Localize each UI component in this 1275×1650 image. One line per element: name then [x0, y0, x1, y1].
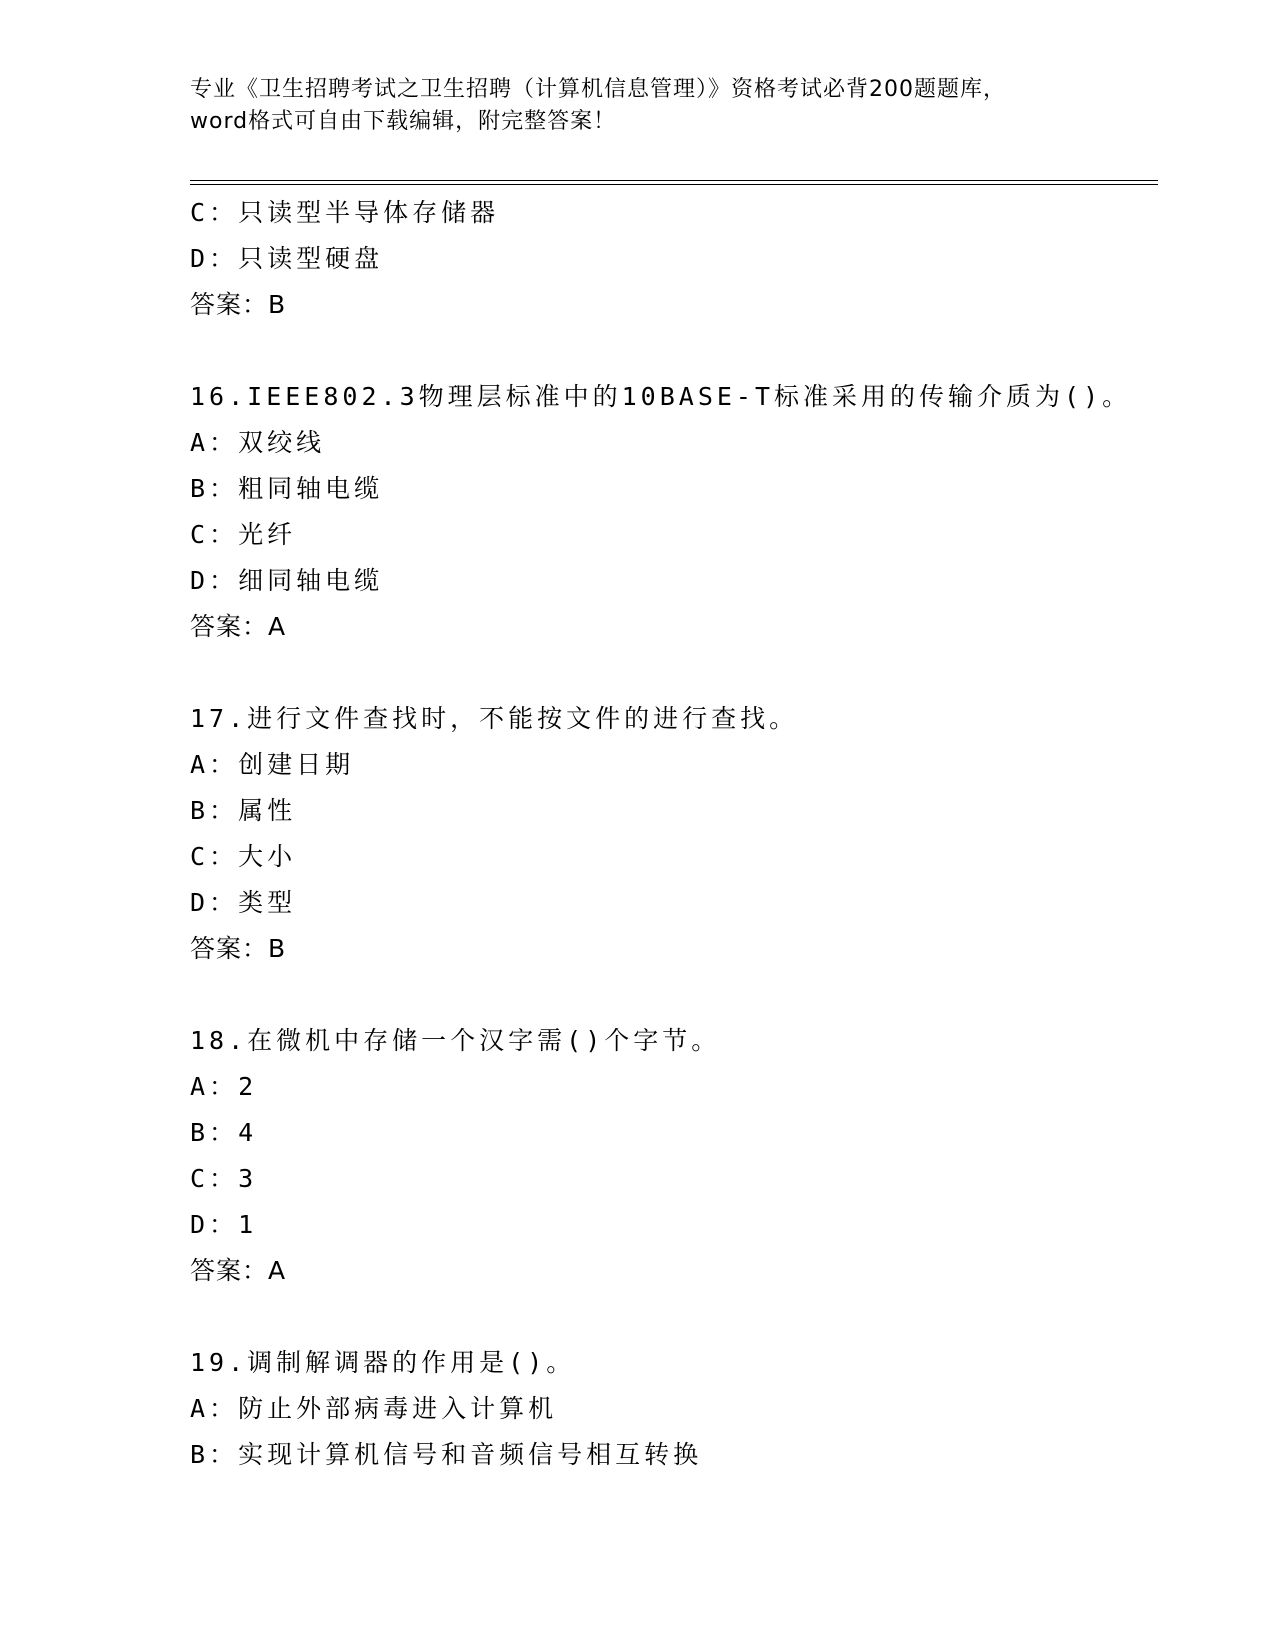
header-rule-top	[190, 180, 1158, 181]
answer-line: 答案：A	[190, 612, 287, 641]
option-letter: C：	[190, 1164, 239, 1193]
option-text: 双绞线	[238, 428, 326, 457]
option-letter: C：	[190, 842, 239, 871]
question-16	[190, 374, 1158, 650]
option-c	[190, 1156, 1158, 1202]
question-spacer	[190, 1294, 1158, 1340]
header-line-2: word格式可自由下载编辑，附完整答案！	[190, 109, 617, 134]
option-letter: B：	[190, 1118, 239, 1147]
question-spacer	[190, 972, 1158, 1018]
option-text: 类型	[238, 888, 297, 917]
option-letter: B：	[190, 796, 239, 825]
option-text: 防止外部病毒进入计算机	[238, 1394, 558, 1423]
option-text: 光纤	[238, 520, 297, 549]
document-header	[190, 74, 1090, 138]
question-stem: 19.调制解调器的作用是()。	[190, 1348, 576, 1377]
option-letter: A：	[190, 1394, 239, 1423]
option-b	[190, 1432, 1158, 1478]
answer-line: 答案：A	[190, 1256, 287, 1285]
option-a	[190, 1064, 1158, 1110]
question-19	[190, 1340, 1158, 1478]
option-a	[190, 1386, 1158, 1432]
option-text: 3	[238, 1164, 258, 1193]
option-letter: B：	[190, 474, 239, 503]
previous-question-tail	[190, 190, 1158, 328]
option-text: 创建日期	[238, 750, 355, 779]
option-d	[190, 880, 1158, 926]
question-stem: 17.进行文件查找时，不能按文件的进行查找。	[190, 704, 799, 733]
option-d	[190, 236, 1158, 282]
option-a	[190, 420, 1158, 466]
question-spacer	[190, 650, 1158, 696]
option-text: 实现计算机信号和音频信号相互转换	[238, 1440, 703, 1469]
option-text: 属性	[238, 796, 297, 825]
option-text: 只读型半导体存储器	[238, 198, 500, 227]
option-letter: D：	[190, 888, 239, 917]
option-text: 只读型硬盘	[238, 244, 384, 273]
option-letter: D：	[190, 1210, 239, 1239]
option-b	[190, 466, 1158, 512]
question-spacer	[190, 328, 1158, 374]
option-text: 大小	[238, 842, 297, 871]
option-letter: D：	[190, 566, 239, 595]
option-letter: B：	[190, 1440, 239, 1469]
option-c	[190, 834, 1158, 880]
question-stem: 16.IEEE802.3物理层标准中的10BASE-T标准采用的传输介质为()。	[190, 382, 1132, 411]
option-text: 细同轴电缆	[238, 566, 384, 595]
answer-line: 答案：B	[190, 934, 287, 963]
option-text: 2	[238, 1072, 258, 1101]
header-line-1: 专业《卫生招聘考试之卫生招聘（计算机信息管理）》资格考试必背200题题库，	[190, 77, 1006, 102]
option-letter: A：	[190, 428, 239, 457]
option-letter: A：	[190, 1072, 239, 1101]
option-c	[190, 512, 1158, 558]
question-18	[190, 1018, 1158, 1294]
option-d	[190, 558, 1158, 604]
option-a	[190, 742, 1158, 788]
question-list	[190, 190, 1158, 1478]
option-letter: D：	[190, 244, 239, 273]
option-letter: C：	[190, 520, 239, 549]
option-c	[190, 190, 1158, 236]
option-b	[190, 788, 1158, 834]
option-text: 1	[238, 1210, 258, 1239]
option-b	[190, 1110, 1158, 1156]
option-text: 4	[238, 1118, 258, 1147]
header-rule-bottom	[190, 184, 1158, 185]
option-letter: C：	[190, 198, 239, 227]
option-text: 粗同轴电缆	[238, 474, 384, 503]
option-d	[190, 1202, 1158, 1248]
question-17	[190, 696, 1158, 972]
option-letter: A：	[190, 750, 239, 779]
answer-line: 答案：B	[190, 290, 287, 319]
question-stem: 18.在微机中存储一个汉字需()个字节。	[190, 1026, 721, 1055]
